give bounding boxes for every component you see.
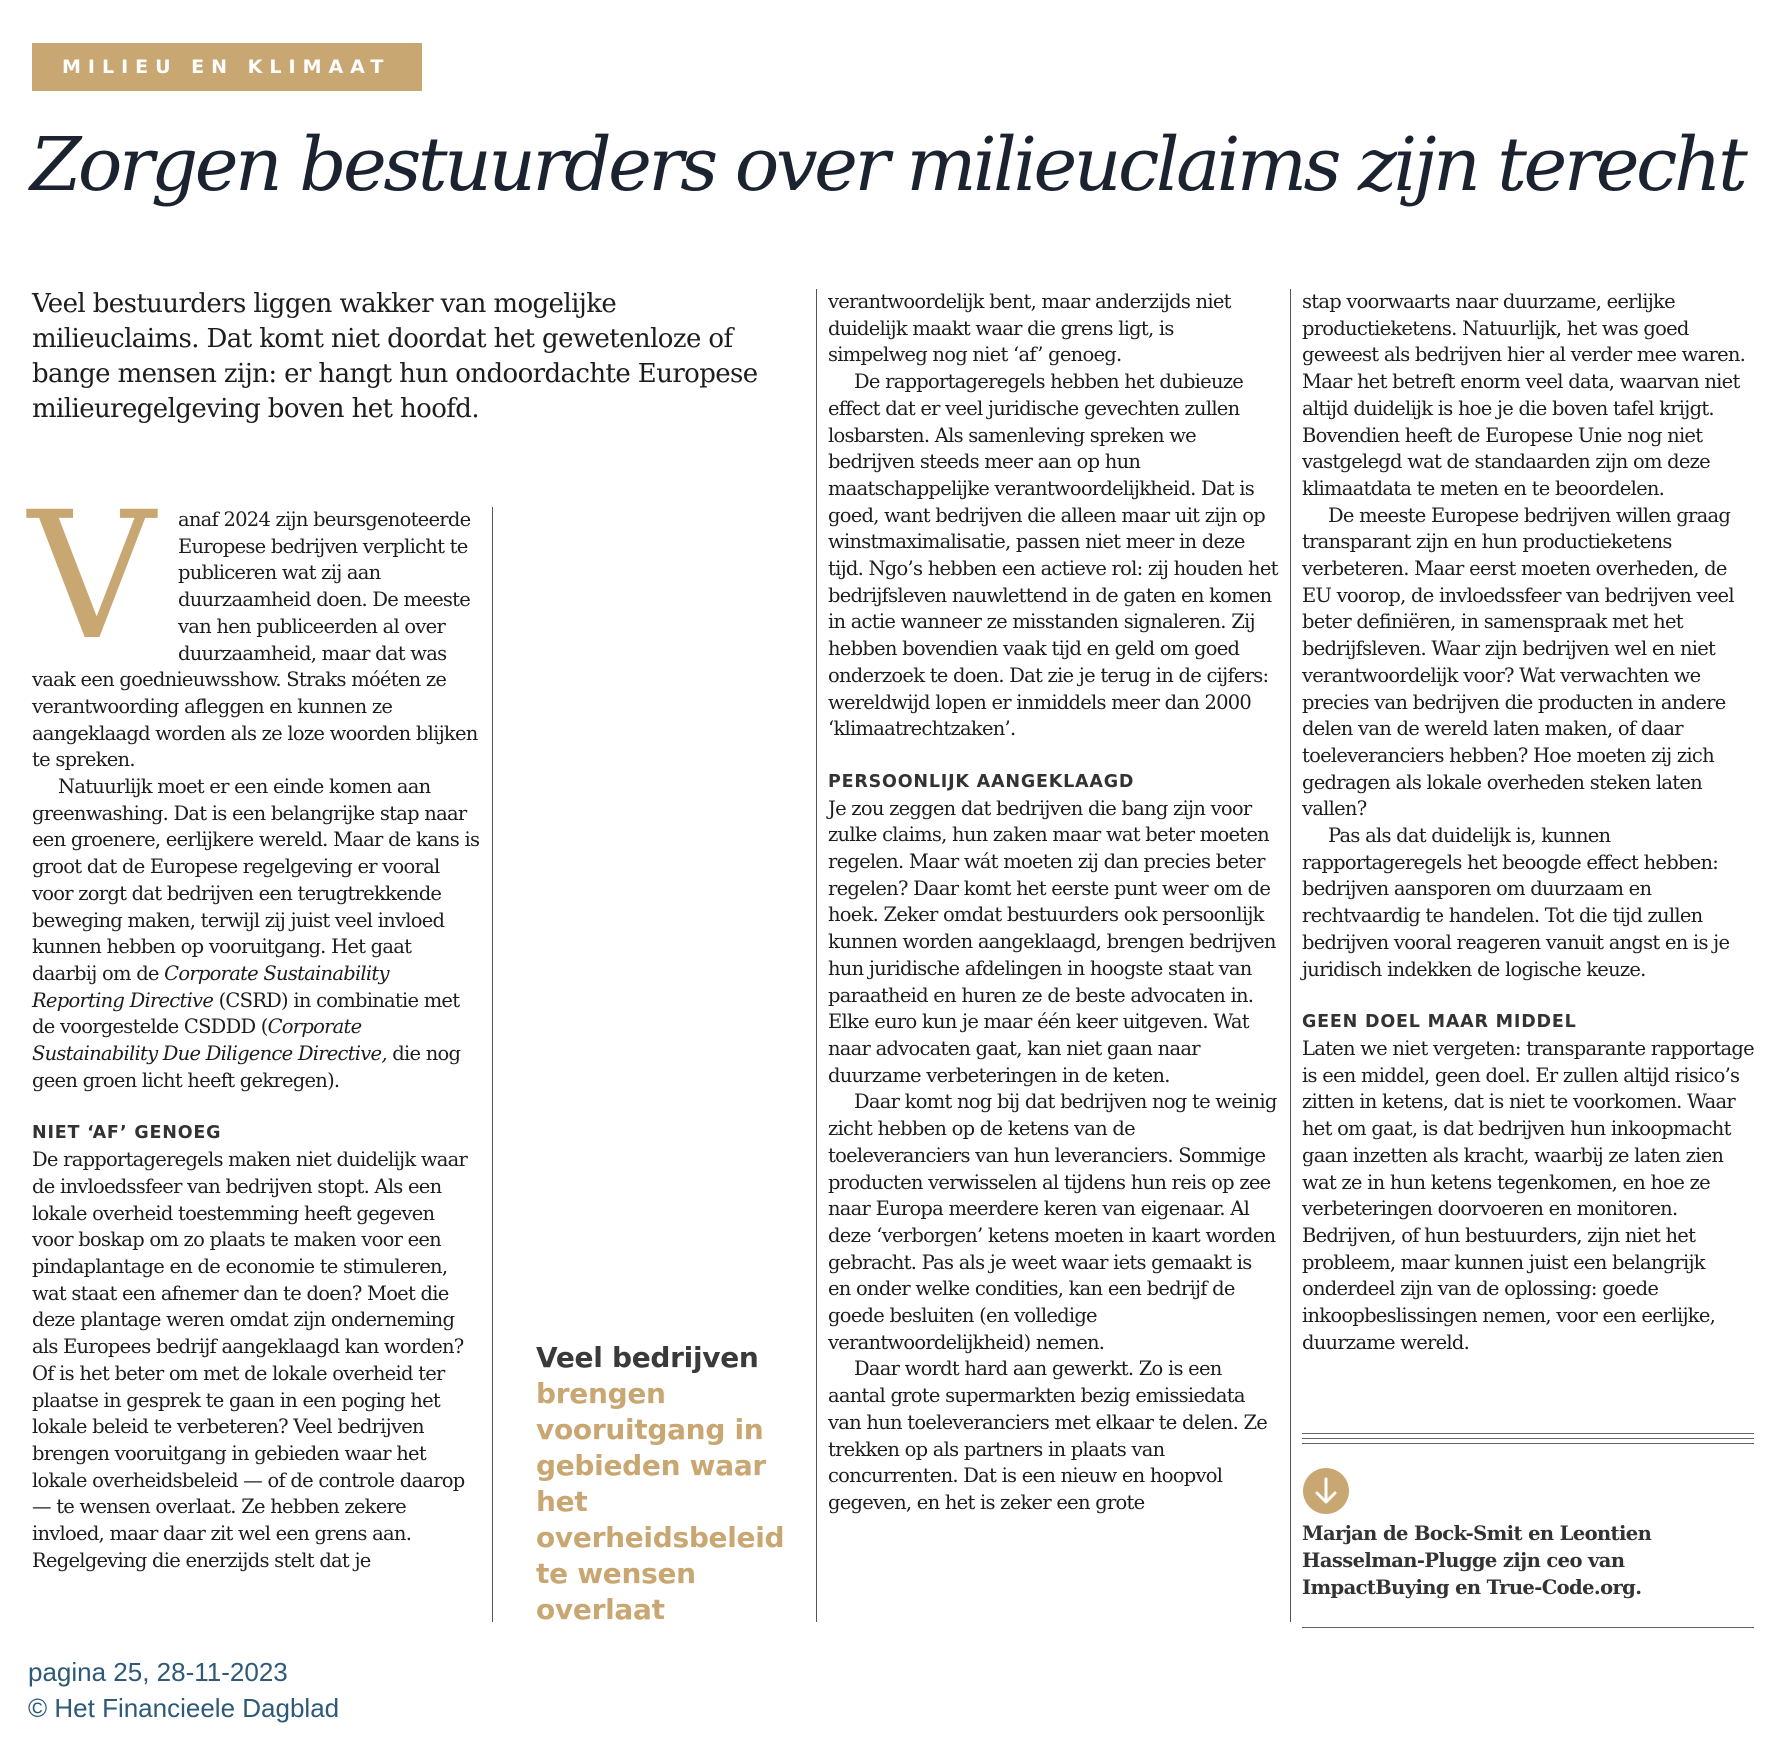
bottom-rule (1302, 1627, 1754, 1628)
paragraph: Daar wordt hard aan gewerkt. Zo is een aantal grote supermarkten bezig emissiedata van hun toeleveranciers met elkaar te delen. Ze trekken op als partners in plaats van concurrenten. Dat is een nieuw en hoopvol gegeven, en het is zeker een grote (828, 1357, 1268, 1514)
column-divider (492, 507, 493, 1622)
paragraph: De meeste Europese bedrijven willen graag transparant zijn en hun productieketens verbeteren. Maar eerst moeten overheden, de EU voorop, de invloedssfeer van bedrijven veel beter definiëren, in samenspraak met het bedrijfsleven. Waar zijn bedrijven wel en niet verantwoordelijk voor? Wat verwachten we precies van bedrijven die producten in andere delen van de wereld laten maken, of daar toeleveranciers hebben? Hoe moeten zij zich gedragen als lokale overheden steken laten vallen? (1302, 503, 1734, 821)
paragraph: Daar komt nog bij dat bedrijven nog te weinig zicht hebben op de ketens van de toeleveranciers van hun leveranciers. Sommige producten verwisselen al tijdens hun reis op zee naar Europa meerdere keren van eigenaar. Al deze ‘verborgen’ ketens moeten in kaart worden gebracht. Pas als je weet waar iets gemaakt is en onder welke condities, kan een bedrijf de goede besluiten (en volledige verantwoordelijkheid) nemen. (828, 1090, 1277, 1354)
article-column-3 (1302, 289, 1754, 1356)
pull-quote (536, 1340, 786, 1628)
column-divider (1290, 289, 1291, 1622)
paragraph: stap voorwaarts naar duurzame, eerlijke productieketens. Natuurlijk, het was goed geweest als bedrijven hier al verder mee waren. Maar het betreft enorm veel data, waarvan niet altijd duidelijk is hoe je die boven tafel krijgt. Bovendien heeft de Europese Unie nog niet vastgelegd wat de standaarden zijn om deze klimaatdata te meten en te beoordelen. (1302, 290, 1746, 500)
pull-quote-lead: Veel bedrijven (536, 1341, 759, 1374)
headline: Zorgen bestuurders over milieuclaims zijn terecht (30, 122, 1745, 208)
paragraph-text: (CSRD) in combinatie met de voorgestelde CSDDD ( (32, 988, 460, 1039)
opening-paragraph (28, 474, 480, 774)
paragraph: De rapportageregels hebben het dubieuze effect dat er veel juridische gevechten zullen losbarsten. Als samenleving spreken we bedrijven steeds meer aan op hun maatschappelijke verantwoordelijkheid. Dat is goed, want bedrijven die alleen maar uit zijn op winstmaximalisatie, passen niet meer in deze tijd. Ngo’s hebben een actieve rol: zij houden het bedrijfsleven nauwlettend in de gaten en komen in actie wanneer ze misstanden signaleren. Zij hebben bovendien vaak tijd en geld om goed onderzoek te doen. Dat zie je terug in de cijfers: wereldwijd lopen er inmiddels meer dan 2000 ‘klimaatrechtzaken’. (828, 370, 1278, 741)
copyright: © Het Financieele Dagblad (28, 1693, 340, 1723)
paragraph: Pas als dat duidelijk is, kunnen rapportageregels het beoogde effect hebben: bedrijven aansporen om duurzaam en rechtvaardig te handelen. Tot die tijd zullen bedrijven vooral reageren vanuit angst en is je juridisch indekken de logische keuze. (1302, 824, 1730, 981)
subheading: PERSOONLIJK AANGEKLAAGD (828, 771, 1135, 792)
paragraph: Je zou zeggen dat bedrijven die bang zijn voor zulke claims, hun zaken maar wat beter moeten regelen. Maar wát moeten zij dan precies beter regelen? Daar komt het eerste punt weer om de hoek. Zeker omdat bestuurders ook persoonlijk kunnen worden aangeklaagd, brengen bedrijven hun juridische afdelingen in hoogste staat van paraatheid en huren ze de beste advocaten in. Elke euro kun je maar één keer uitgeven. Wat naar advocaten gaat, kan niet gaan naar duurzame verbeteringen in de keten. (828, 796, 1276, 1087)
subheading: GEEN DOEL MAAR MIDDEL (1302, 1012, 1577, 1033)
paragraph: verantwoordelijk bent, maar anderzijds niet duidelijk maakt waar die grens ligt, is simpelweg nog niet ‘af’ genoeg. (828, 290, 1231, 367)
italic-term: Corporate Sustainability Reporting Directive (32, 961, 389, 1012)
article-column-2 (828, 289, 1278, 1517)
column-divider (816, 289, 817, 1622)
intro-paragraph: Veel bestuurders liggen wakker van mogelijke milieuclaims. Dat komt niet doordat het gewetenloze of bange mensen zijn: er hangt hun ondoordachte Europese milieuregelgeving boven het hoofd. (32, 289, 758, 424)
paragraph-text: anaf 2024 zijn beursgenoteerde Europese bedrijven verplicht te publiceren wat zij aan duurzaamheid doen. De meeste van hen publiceerden al over duurzaamheid, maar dat was vaak een goednieuwsshow. Straks móéten ze verantwoording afleggen en kunnen ze aangeklaagd worden als ze loze woorden blijken te spreken. (32, 508, 478, 772)
pull-quote-text: brengen vooruitgang in gebieden waar het overheidsbeleid te wensen overlaat (536, 1377, 785, 1626)
italic-term: Corporate Sustainability Due Diligence Directive, (32, 1015, 387, 1066)
dropcap-letter: V (28, 474, 155, 679)
subheading: NIET ‘AF’ GENOEG (32, 1123, 222, 1144)
paragraph-text: die nog geen groen licht heeft gekregen). (32, 1042, 461, 1092)
author-divider (1302, 1433, 1754, 1448)
paragraph (32, 774, 480, 1094)
article-column-1 (28, 474, 480, 1574)
page-footer (28, 1654, 339, 1726)
page-info: pagina 25, 28-11-2023 (28, 1657, 288, 1687)
paragraph-text: Natuurlijk moet er een einde komen aan greenwashing. Dat is een belangrijke stap naar een groenere, eerlijkere wereld. Maar de kans is groot dat de Europese regelgeving er vooral voor zorgt dat bedrijven een terugtrekkende beweging maken, terwijl zij juist veel invloed kunnen hebben op vooruitgang. Het gaat daarbij om de (32, 775, 480, 985)
section-label: MILIEU EN KLIMAAT (32, 43, 422, 91)
paragraph: Laten we niet vergeten: transparante rapportage is een middel, geen doel. Er zullen altijd risico’s zitten in ketens, dat is niet te voorkomen. Waar het om gaat, is dat bedrijven hun inkoopmacht gaan inzetten als kracht, waarbij ze laten zien wat ze in hun ketens tegenkomen, en hoe ze verbeteringen doorvoeren en monitoren. Bedrijven, of hun bestuurders, zijn niet het probleem, maar kunnen juist een belangrijk onderdeel zijn van de oplossing: goede inkoopbeslissingen nemen, voor een eerlijke, duurzame wereld. (1302, 1036, 1754, 1354)
paragraph: De rapportageregels maken niet duidelijk waar de invloedssfeer van bedrijven stopt. Als een lokale overheid toestemming heeft gegeven voor boskap om zo plaats te maken voor een pindaplantage en de economie te stimuleren, wat staat een afnemer dan te doen? Moet die deze plantage weren omdat zijn onderneming als Europees bedrijf aangeklaagd kan worden? Of is het beter om met de lokale overheid ter plaatse in gesprek te gaan in een poging het lokale beleid te verbeteren? Veel bedrijven brengen vooruitgang in gebieden waar het lokale overheidsbeleid — of de controle daarop — te wensen overlaat. Ze hebben zekere invloed, maar daar zit wel een grens aan. Regelgeving die enerzijds stelt dat je (32, 1148, 468, 1572)
author-bio: Marjan de Bock-Smit en Leontien Hasselman-Plugge zijn ceo van ImpactBuying en True-Code.org. (1302, 1522, 1652, 1599)
arrow-down-circle-icon (1303, 1468, 1349, 1514)
